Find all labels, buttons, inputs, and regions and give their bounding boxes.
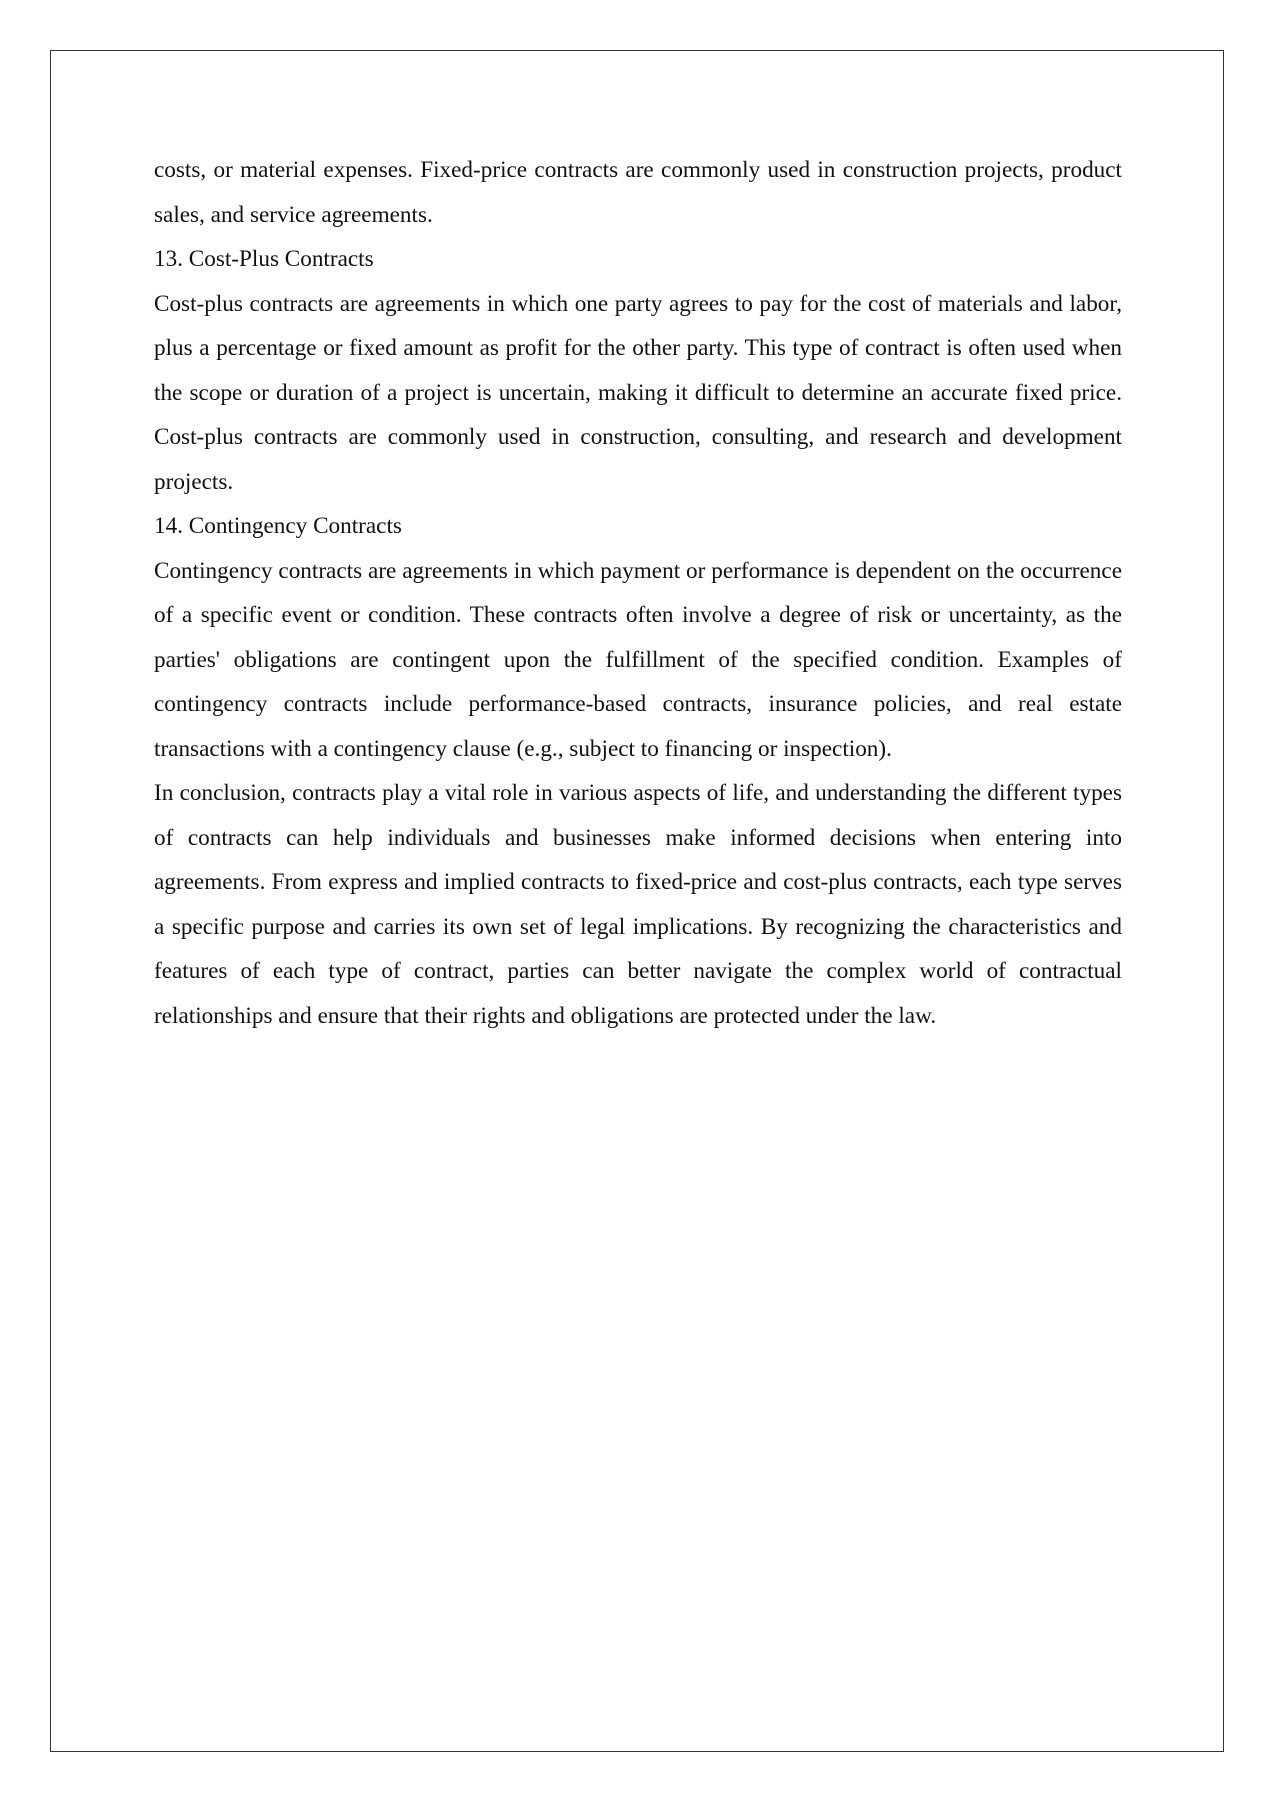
paragraph-cost-plus-contracts: Cost-plus contracts are agreements in which one party agrees to pay for the cost of materials and labor, plus a percentage or fixed amount as profit for the other party. This type of contract is often used when the scope or duration of a project is uncertain, making it difficult to determine an accurate fixed price. Cost-plus contracts are commonly used in construction, consulting, and research and development projects. xyxy=(154,290,1122,495)
paragraph-fixed-price-continued: costs, or material expenses. Fixed-price contracts are commonly used in construction projects, product sales, and service agreements. xyxy=(154,157,1122,228)
paragraph-contingency-contracts: Contingency contracts are agreements in which payment or performance is dependent on the occurrence of a specific event or condition. These contracts often involve a degree of risk or uncertainty, as the parties' obligations are contingent upon the fulfillment of the specified condition. Examples of contingency contracts include performance-based contracts, insurance policies, and real estate transactions with a contingency clause (e.g., subject to financing or inspection). xyxy=(154,557,1122,762)
heading-cost-plus-contracts: 13. Cost-Plus Contracts xyxy=(154,246,374,272)
paragraph-conclusion: In conclusion, contracts play a vital role in various aspects of life, and understanding the different types of contracts can help individuals and businesses make informed decisions when entering into agreements. From express and implied contracts to fixed-price and cost-plus contracts, each type serves a specific purpose and carries its own set of legal implications. By recognizing the characteristics and features of each type of contract, parties can better navigate the complex world of contractual relationships and ensure that their rights and obligations are protected under the law. xyxy=(154,780,1122,1029)
document-body xyxy=(154,148,1122,1038)
heading-contingency-contracts: 14. Contingency Contracts xyxy=(154,513,402,539)
